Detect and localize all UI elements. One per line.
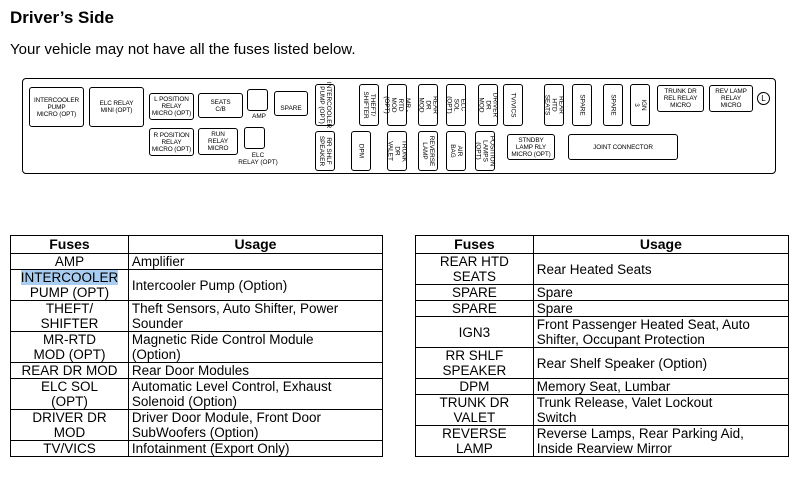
- usage-text: Intercooler Pump (Option): [131, 277, 288, 293]
- fuse-run-relay: RUN RELAY MICRO: [198, 128, 238, 155]
- fuse-name-line2: (OPT): [51, 394, 88, 409]
- fuse-elc-sol: [446, 84, 466, 126]
- table-header-row: [416, 236, 789, 254]
- fuse-amp-label: AMP: [252, 113, 266, 120]
- usage-text: Front Passenger Heated Seat, Auto: [536, 317, 750, 332]
- usage-text: Reverse Lamps, Rear Parking Aid,: [536, 426, 744, 441]
- table-row: [11, 379, 383, 410]
- column-header-fuses: Fuses: [11, 236, 129, 254]
- fuse-cell: [11, 254, 129, 270]
- fuse-name: REAR HTD: [439, 254, 509, 269]
- fuse-rear-dr-mod: [418, 84, 438, 126]
- table-row: [416, 254, 789, 285]
- fuse-label: TRUNK DR VALET: [386, 139, 408, 163]
- table-row: [11, 410, 383, 441]
- fuse-rr-shlf-speaker: [315, 131, 335, 171]
- fuse-label: SPARE: [578, 94, 586, 116]
- table-row: [416, 317, 789, 348]
- usage-cell: [533, 348, 788, 379]
- fuse-ign3: [630, 84, 650, 126]
- fuse-tv-vics: [503, 84, 523, 126]
- fuse-name: MR-RTD: [42, 332, 96, 347]
- fuse-position-lamps: [475, 131, 495, 171]
- fuse-label: IGN 3: [633, 99, 647, 111]
- fuse-cell: [11, 441, 129, 457]
- fuse-name: SPARE: [452, 301, 497, 316]
- fuse-trunk-dr-rel-relay: TRUNK DR REL RELAY MICRO: [657, 85, 704, 112]
- usage-text-line2: (Option): [131, 347, 181, 362]
- fuse-l-position-relay: L POSITION RELAY MICRO (OPT): [149, 93, 194, 120]
- fuse-label: THEFT/ SHIFTER: [362, 91, 376, 119]
- fuse-label: SPARE: [609, 94, 617, 116]
- usage-cell: [533, 285, 788, 301]
- usage-cell: [128, 270, 382, 301]
- fuse-name-line2: SPEAKER: [442, 363, 507, 378]
- table-row: [11, 332, 383, 363]
- fuse-name: REVERSE: [442, 426, 507, 441]
- table-row: [416, 285, 789, 301]
- fuse-spare-box: [274, 91, 308, 116]
- usage-text: Spare: [536, 301, 573, 316]
- fuse-cell: [416, 301, 534, 317]
- fuse-cell: [11, 332, 129, 363]
- fuse-reverse-lamp: [418, 131, 438, 171]
- table-row: [416, 348, 789, 379]
- column-header-usage: Usage: [533, 236, 788, 254]
- fuse-cell: [416, 395, 534, 426]
- fuse-label: REAR DR MOD: [417, 96, 439, 114]
- usage-cell: [533, 426, 788, 457]
- fuse-name: THEFT/: [45, 301, 94, 316]
- fuse-elc-relay-box: [244, 127, 265, 149]
- fuse-label: REVERSE LAMP: [421, 135, 435, 167]
- fuse-label: RR SHLF SPEAKER: [318, 135, 332, 167]
- page-title: Driver’s Side: [10, 8, 114, 27]
- table-header-row: [11, 236, 383, 254]
- fuse-rev-lamp-relay: REV LAMP RELAY MICRO: [709, 85, 753, 112]
- fuse-spare-2: [603, 84, 623, 126]
- usage-text-line2: Sounder: [131, 316, 183, 331]
- fuse-label: DRIVER DR MOD: [477, 92, 499, 118]
- fuse-cell: [11, 379, 129, 410]
- usage-text: Spare: [536, 285, 573, 300]
- fuse-label: DPM: [357, 143, 365, 159]
- fuse-name: DRIVER DR: [32, 410, 107, 425]
- fuse-label: AIR BAG: [449, 144, 463, 158]
- fuse-dpm: [351, 131, 371, 171]
- fuse-rear-htd-seats: [544, 84, 564, 126]
- table-row: [11, 270, 383, 301]
- fuse-mr-rtd: [383, 84, 411, 126]
- fuse-standby-lamp-rly: STNDBY LAMP RLY MICRO (OPT): [507, 134, 555, 160]
- fuse-cell: [416, 426, 534, 457]
- fuse-cell: [11, 270, 129, 301]
- fuse-intercooler-pump: [315, 81, 335, 129]
- fuse-joint-connector: JOINT CONNECTOR: [568, 134, 678, 160]
- column-header-usage: Usage: [128, 236, 382, 254]
- fuse-name: RR SHLF: [445, 348, 504, 363]
- table-row: [416, 395, 789, 426]
- fuse-cell: [416, 379, 534, 395]
- fuse-label: TV/VICS: [509, 92, 517, 118]
- table-row: [11, 301, 383, 332]
- fuse-name: DPM: [459, 379, 490, 394]
- fuse-label: INTERCOOLER PUMP (OPT): [318, 81, 332, 129]
- fuse-name: AMP: [54, 254, 85, 269]
- fuse-theft-shifter: [359, 84, 379, 126]
- usage-cell: [128, 254, 382, 270]
- fuse-spare-label: SPARE: [280, 105, 302, 112]
- fuse-name: SPARE: [452, 285, 497, 300]
- fuse-name-highlighted: INTERCOOLER: [20, 270, 119, 285]
- usage-text-line2: Solenoid (Option): [131, 394, 237, 409]
- table-row: [11, 254, 383, 270]
- fuse-name: IGN3: [458, 324, 491, 340]
- fuse-table-left: [10, 235, 383, 457]
- fuse-trunk-dr-valet: [387, 131, 407, 171]
- table-row: [416, 301, 789, 317]
- usage-text: Amplifier: [131, 254, 185, 269]
- usage-text: Rear Heated Seats: [536, 261, 652, 277]
- column-header-fuses: Fuses: [416, 236, 534, 254]
- usage-text: Rear Door Modules: [131, 363, 249, 378]
- fuse-name: REAR DR MOD: [21, 363, 118, 378]
- table-row: [11, 363, 383, 379]
- fuse-cell: [416, 317, 534, 348]
- usage-text-line2: SubWoofers (Option): [131, 425, 259, 440]
- usage-cell: [533, 301, 788, 317]
- usage-cell: [128, 441, 382, 457]
- fuse-cell: [11, 410, 129, 441]
- usage-cell: [533, 395, 788, 426]
- fuse-seats-cb: SEATS C/B: [198, 93, 243, 118]
- usage-cell: [128, 410, 382, 441]
- fuse-spare-1: [572, 84, 592, 126]
- usage-text: Automatic Level Control, Exhaust: [131, 379, 332, 394]
- fuse-name-line2: MOD (OPT): [33, 347, 106, 362]
- fuse-block-diagram: [22, 78, 776, 174]
- usage-cell: [128, 363, 382, 379]
- fuse-label: ELC SOL (OPT): [445, 96, 467, 114]
- fuse-name-line2: LAMP: [456, 441, 493, 456]
- fuse-name: TRUNK DR: [439, 395, 510, 410]
- usage-text: Trunk Release, Valet Lockout: [536, 395, 713, 410]
- fuse-intercooler-pump-micro: INTERCOOLER PUMP MICRO (OPT): [29, 87, 84, 127]
- usage-text: Driver Door Module, Front Door: [131, 410, 321, 425]
- usage-cell: [533, 379, 788, 395]
- fuse-r-position-relay: R POSITION RELAY MICRO (OPT): [149, 128, 194, 156]
- fuse-name-line2: MOD: [53, 425, 86, 440]
- fuse-name-line2: PUMP (OPT): [29, 285, 110, 300]
- table-row: [416, 379, 789, 395]
- table-row: [11, 441, 383, 457]
- fuse-label: MR - RTD MOD (OPT): [383, 96, 411, 114]
- fuse-cell: [11, 363, 129, 379]
- fuse-cell: [416, 254, 534, 285]
- usage-cell: [128, 301, 382, 332]
- fuse-name: TV/VICS: [43, 441, 96, 456]
- usage-text: Memory Seat, Lumbar: [536, 379, 671, 394]
- fuse-amp-box: [247, 89, 268, 111]
- fuse-name: ELC SOL: [40, 379, 98, 394]
- usage-text: Infotainment (Export Only): [131, 441, 290, 456]
- fuse-cell: [11, 301, 129, 332]
- fuse-air-bag: [446, 131, 466, 171]
- fuse-table-right: [415, 235, 789, 457]
- fuse-name-line2: SEATS: [452, 269, 497, 284]
- usage-text: Rear Shelf Speaker (Option): [536, 355, 708, 371]
- usage-cell: [533, 317, 788, 348]
- usage-cell: [128, 379, 382, 410]
- fuse-name-line2: VALET: [453, 410, 496, 425]
- fuse-name-line2: SHIFTER: [40, 316, 99, 331]
- fuse-label: REAR HTD SEATS: [543, 94, 565, 116]
- fuse-cell: [416, 285, 534, 301]
- fuse-elc-relay-label: ELC RELAY (OPT): [238, 152, 278, 166]
- usage-text-line2: Shifter, Occupant Protection: [536, 332, 705, 347]
- usage-text: Magnetic Ride Control Module: [131, 332, 314, 347]
- fuse-cell: [416, 348, 534, 379]
- page-subtitle: Your vehicle may not have all the fuses listed below.: [10, 41, 356, 58]
- usage-text: Theft Sensors, Auto Shifter, Power: [131, 301, 339, 316]
- usage-text-line2: Inside Rearview Mirror: [536, 441, 672, 456]
- table-row: [416, 426, 789, 457]
- usage-cell: [533, 254, 788, 285]
- fuse-label: POSITION LAMPS (OPT): [474, 135, 496, 167]
- usage-text-line2: Switch: [536, 410, 577, 425]
- usage-cell: [128, 332, 382, 363]
- fuse-driver-dr-mod: [478, 84, 498, 126]
- fuse-elc-relay-mini: ELC RELAY MINI (OPT): [89, 87, 144, 127]
- l-circle-icon: L: [757, 92, 770, 105]
